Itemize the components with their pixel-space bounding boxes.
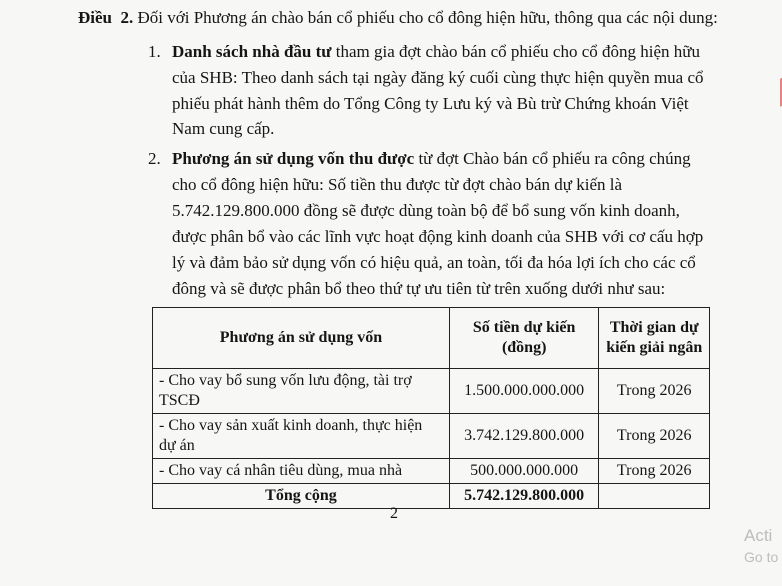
item-2-line-4: được phân bổ vào các lĩnh vực hoạt động kinh doanh của SHB với cơ cấu hợp — [172, 227, 704, 246]
row-1-amount: 1.500.000.000.000 — [449, 369, 598, 414]
row-3-amount: 500.000.000.000 — [449, 459, 598, 484]
item-1-number: 1. — [148, 42, 161, 61]
red-edge-mark — [774, 78, 782, 111]
total-timeline — [599, 484, 710, 509]
row-2-plan: - Cho vay sản xuất kinh doanh, thực hiện dự án — [153, 414, 450, 459]
table-header-row — [153, 308, 710, 369]
watermark-line-1: Acti — [744, 526, 773, 545]
total-label: Tổng cộng — [153, 484, 450, 509]
watermark-line-2: Go to — [744, 549, 779, 565]
table-row — [153, 459, 710, 484]
header-plan: Phương án sử dụng vốn — [153, 308, 450, 369]
article-heading — [78, 6, 718, 30]
item-2-text-1: từ đợt Chào bán cổ phiếu ra công chúng — [414, 149, 691, 168]
page-number: 2 — [390, 505, 398, 522]
item-1-text-1: tham gia đợt chào bán cổ phiếu cho cổ đông hiện hữu — [331, 42, 700, 61]
item-1-line-4: Nam cung cấp. — [172, 119, 275, 138]
row-2-amount: 3.742.129.800.000 — [449, 414, 598, 459]
row-2-timeline: Trong 2026 — [599, 414, 710, 459]
item-2-line-1 — [172, 147, 691, 171]
item-1-line-1 — [172, 40, 700, 64]
header-timeline: Thời gian dự kiến giải ngân — [599, 308, 710, 369]
article-label: Điều — [78, 8, 112, 27]
row-3-timeline: Trong 2026 — [599, 459, 710, 484]
row-1-timeline: Trong 2026 — [599, 369, 710, 414]
item-2-number: 2. — [148, 149, 161, 168]
item-2-line-6: đông và sẽ được phân bổ theo thứ tự ưu tiên từ trên xuống dưới như sau: — [172, 279, 666, 298]
table-row — [153, 369, 710, 414]
row-1-plan: - Cho vay bổ sung vốn lưu động, tài trợ TSCĐ — [153, 369, 450, 414]
header-amount: Số tiền dự kiến (đồng) — [449, 308, 598, 369]
item-2-line-2: cho cổ đông hiện hữu: Số tiền thu được từ đợt chào bán dự kiến là — [172, 175, 623, 194]
item-2-line-3: 5.742.129.800.000 đồng sẽ được dùng toàn bộ để bổ sung vốn kinh doanh, — [172, 201, 680, 220]
article-text: Đối với Phương án chào bán cổ phiếu cho cổ đông hiện hữu, thông qua các nội dung: — [137, 8, 718, 27]
row-3-plan: - Cho vay cá nhân tiêu dùng, mua nhà — [153, 459, 450, 484]
item-1-line-2: của SHB: Theo danh sách tại ngày đăng ký cuối cùng thực hiện quyền mua cổ — [172, 68, 704, 87]
total-amount: 5.742.129.800.000 — [449, 484, 598, 509]
capital-allocation-table — [152, 307, 710, 509]
article-number: 2. — [120, 8, 134, 27]
table-total-row — [153, 484, 710, 509]
table-row — [153, 414, 710, 459]
item-1-line-3: phiếu phát hành thêm do Tổng Công ty Lưu ký và Bù trừ Chứng khoán Việt — [172, 94, 689, 113]
activation-watermark — [744, 524, 778, 566]
item-1-bold: Danh sách nhà đầu tư — [172, 42, 332, 61]
item-2-bold: Phương án sử dụng vốn thu được — [172, 149, 415, 168]
item-2-line-5: lý và đảm bảo sử dụng vốn có hiệu quả, an toàn, tối đa hóa lợi ích cho các cổ — [172, 253, 696, 272]
